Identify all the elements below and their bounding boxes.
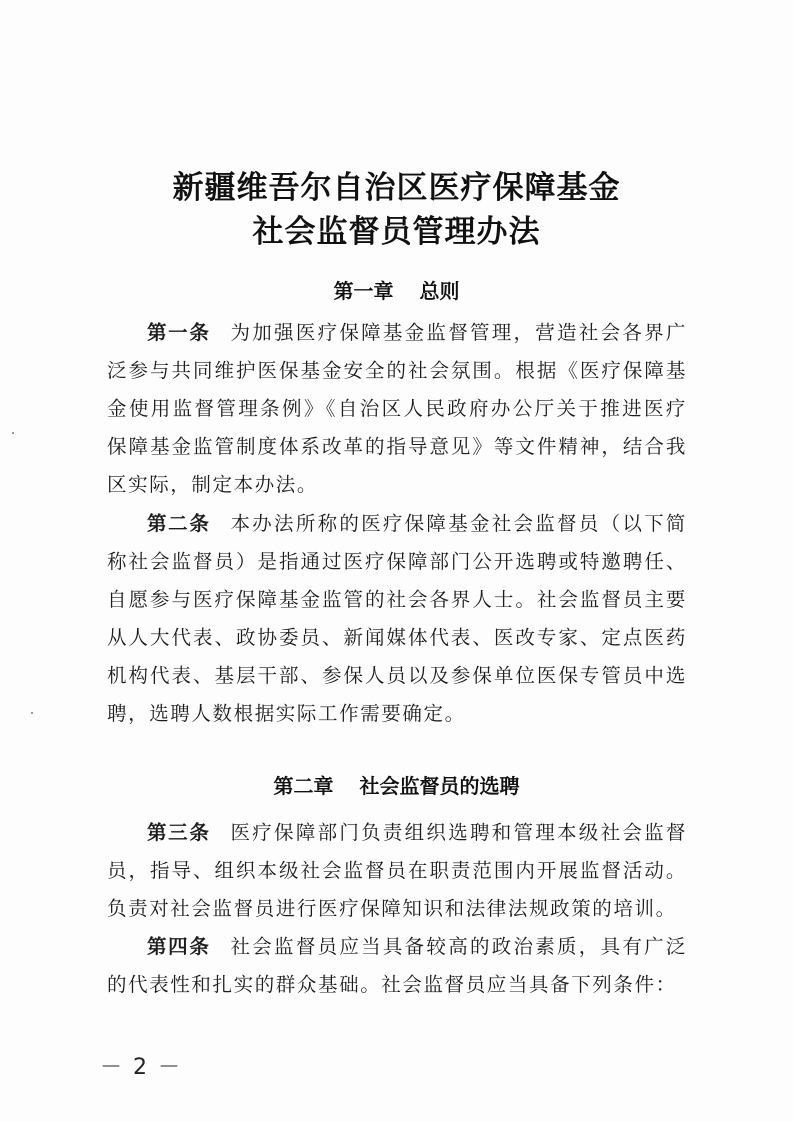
chapter-number: 第二章 [273, 774, 334, 798]
article-paragraph [107, 928, 687, 1004]
article-label: 第四条 [147, 935, 211, 958]
chapter-name: 总则 [419, 279, 460, 303]
article-paragraph [107, 314, 687, 504]
article-text: 社会监督员应当具备较高的政治素质，具有广泛的代表性和扎实的群众基础。社会监督员应当具备下列条件： [107, 935, 687, 996]
article-label: 第二条 [147, 512, 211, 535]
article-paragraph [107, 814, 687, 928]
scan-speck [12, 432, 14, 434]
chapter-number: 第一章 [333, 279, 394, 303]
document-title-line-1: 新疆维吾尔自治区医疗保障基金 [172, 170, 621, 206]
article-text: 为加强医疗保障基金监督管理，营造社会各界广泛参与共同维护医保基金安全的社会氛围。根据《医疗保障基金使用监督管理条例》《自治区人民政府办公厅关于推进医疗保障基金监管制度体系改革的指导意见》等文件精神，结合我区实际，制定本办法。 [107, 321, 687, 496]
article-paragraph [107, 505, 687, 733]
article-label: 第三条 [147, 821, 211, 844]
chapter-heading-1 [0, 277, 793, 305]
document-title-line-2: 社会监督员管理办法 [252, 214, 541, 250]
article-text: 医疗保障部门负责组织选聘和管理本级社会监督员，指导、组织本级社会监督员在职责范围内开展监督活动。负责对社会监督员进行医疗保障知识和法律法规政策的培训。 [107, 821, 687, 920]
article-text: 本办法所称的医疗保障基金社会监督员（以下简称社会监督员）是指通过医疗保障部门公开选聘或特邀聘任、自愿参与医疗保障基金监管的社会各界人士。社会监督员主要从人大代表、政协委员、新闻媒体代表、医改专家、定点医药机构代表、基层干部、参保人员以及参保单位医保专管员中选聘，选聘人数根据实际工作需要确定。 [107, 512, 687, 725]
article-label: 第一条 [147, 321, 211, 344]
page-number: － 2 － [100, 1055, 182, 1080]
chapter-heading-2 [0, 772, 793, 800]
scan-speck [31, 712, 33, 714]
chapter-name: 社会监督员的选聘 [359, 774, 520, 798]
